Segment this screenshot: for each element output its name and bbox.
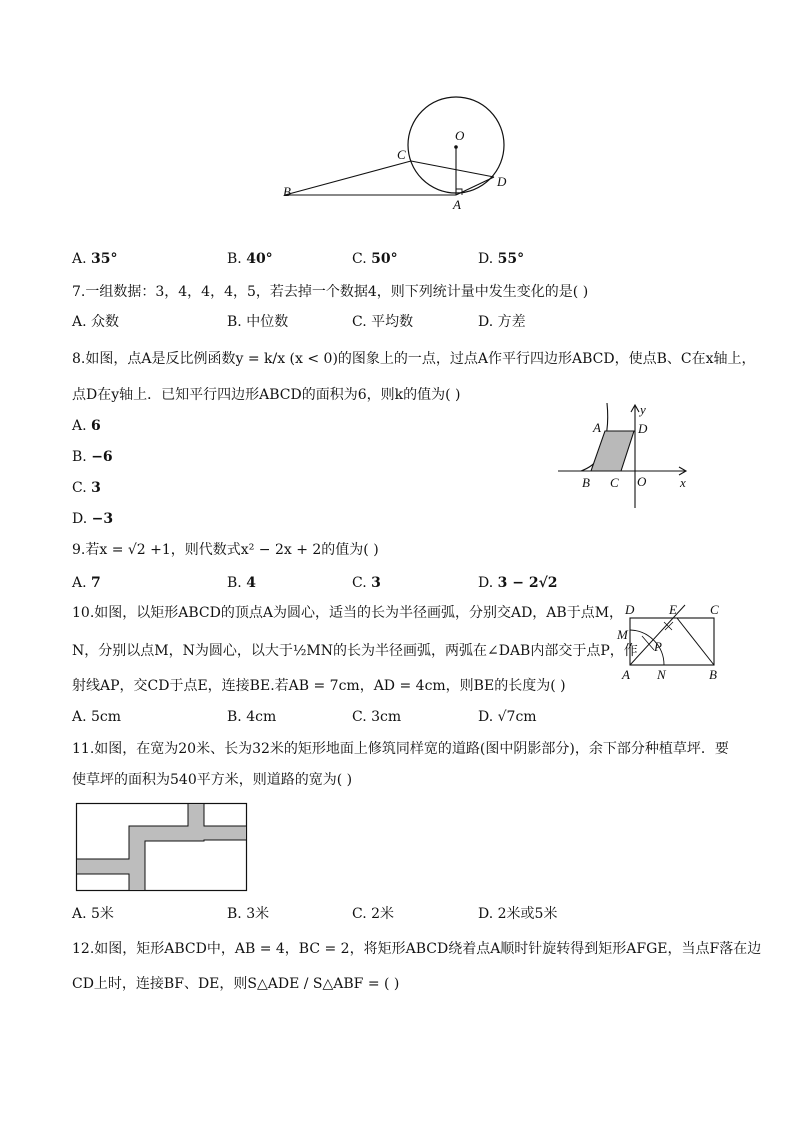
q10-stem-line1: 10.如图，以矩形ABCD的顶点A为圆心，适当的长为半径画弧，分别交AD，AB于点M， (72, 605, 624, 621)
q6-center-dot (454, 145, 458, 149)
q10-option-d[interactable]: D. √7cm (478, 709, 537, 725)
q6-label-B: B (283, 184, 291, 199)
q8-parallelogram (591, 431, 634, 471)
q11-stem-line1: 11.如图，在宽为20米、长为32米的矩形地面上修筑同样宽的道路(图中阴影部分)，余下部分种植草坪．要 (72, 741, 729, 757)
q7-stem: 7.一组数据：3，4，4，4，5，若去掉一个数据4，则下列统计量中发生变化的是( ) (72, 284, 589, 300)
q8-stem-line1: 8.如图，点A是反比例函数y = k/x (x < 0)的图象上的一点，过点A作平行四边形ABCD，使点B、C在x轴上， (72, 351, 756, 367)
q8-figure (555, 398, 695, 513)
q8-option-b[interactable]: B. −6 (72, 449, 113, 465)
q8-label-C: C (610, 475, 619, 490)
q10-line-EB (677, 618, 714, 665)
q10-figure (612, 600, 724, 684)
q8-stem-line2: 点D在y轴上．已知平行四边形ABCD的面积为6，则k的值为( ) (72, 387, 461, 403)
q10-label-M: M (617, 627, 628, 642)
q6-option-c[interactable]: C. 50° (352, 251, 398, 267)
q10-stem-line2: N，分别以点M，N为圆心，以大于½MN的长为半径画弧，两弧在∠DAB内部交于点P，作 (72, 643, 638, 659)
q8-option-c[interactable]: C. 3 (72, 480, 101, 496)
q10-rectangle (630, 618, 714, 665)
q8-label-y: y (640, 402, 646, 417)
q10-option-b[interactable]: B. 4cm (227, 709, 277, 725)
q10-label-P: P (654, 639, 662, 654)
q10-label-E: E (669, 602, 677, 617)
q11-lawn-rect (77, 804, 247, 891)
q6-line-CD (411, 161, 494, 177)
q11-figure (75, 802, 250, 894)
q7-option-c[interactable]: C. 平均数 (352, 314, 414, 330)
q8-label-D: D (638, 421, 648, 436)
q10-arc-P (642, 636, 654, 650)
q6-label-D: D (497, 174, 507, 189)
q10-label-A: A (622, 667, 630, 682)
q6-option-d[interactable]: D. 55° (478, 251, 525, 267)
q6-figure (270, 95, 530, 220)
q8-label-A: A (593, 420, 601, 435)
q8-label-x: x (680, 475, 686, 490)
q9-option-b[interactable]: B. 4 (227, 575, 256, 591)
q6-option-a[interactable]: A. 35° (72, 251, 118, 267)
q11-option-d[interactable]: D. 2米或5米 (478, 906, 558, 922)
q10-label-N: N (657, 667, 666, 682)
q6-line-BC (285, 161, 411, 195)
q10-label-C: C (710, 602, 719, 617)
q12-stem-line1: 12.如图，矩形ABCD中，AB = 4，BC = 2，将矩形ABCD绕着点A顺时针旋转得到矩形AFGE，当点F落在边 (72, 941, 762, 957)
q6-label-O: O (455, 128, 465, 143)
q11-stem-line2: 使草坪的面积为540平方米，则道路的宽为( ) (72, 772, 353, 788)
q9-option-c[interactable]: C. 3 (352, 575, 381, 591)
q7-option-b[interactable]: B. 中位数 (227, 314, 289, 330)
q6-label-C: C (397, 147, 406, 162)
q10-option-c[interactable]: C. 3cm (352, 709, 402, 725)
q10-label-B: B (709, 667, 717, 682)
q9-stem: 9.若x = √2 +1，则代数式x² − 2x + 2的值为( ) (72, 542, 379, 558)
q7-option-d[interactable]: D. 方差 (478, 314, 526, 330)
q11-option-c[interactable]: C. 2米 (352, 906, 395, 922)
q11-option-b[interactable]: B. 3米 (227, 906, 270, 922)
q12-stem-line2: CD上时，连接BF、DE，则S△ADE / S△ABF = ( ) (72, 976, 400, 992)
q8-option-a[interactable]: A. 6 (72, 418, 101, 434)
q8-label-O: O (637, 474, 647, 489)
q7-option-a[interactable]: A. 众数 (72, 314, 120, 330)
q8-label-B: B (582, 475, 590, 490)
q9-option-a[interactable]: A. 7 (72, 575, 101, 591)
q6-label-A: A (453, 197, 461, 212)
q6-option-b[interactable]: B. 40° (227, 251, 273, 267)
q10-option-a[interactable]: A. 5cm (72, 709, 122, 725)
q11-option-a[interactable]: A. 5米 (72, 906, 114, 922)
q8-option-d[interactable]: D. −3 (72, 511, 114, 527)
q9-option-d[interactable]: D. 3 − 2√2 (478, 575, 558, 591)
q10-stem-line3: 射线AP，交CD于点E，连接BE.若AB = 7cm，AD = 4cm，则BE的长度为( ) (72, 678, 566, 694)
q10-label-D: D (625, 602, 635, 617)
